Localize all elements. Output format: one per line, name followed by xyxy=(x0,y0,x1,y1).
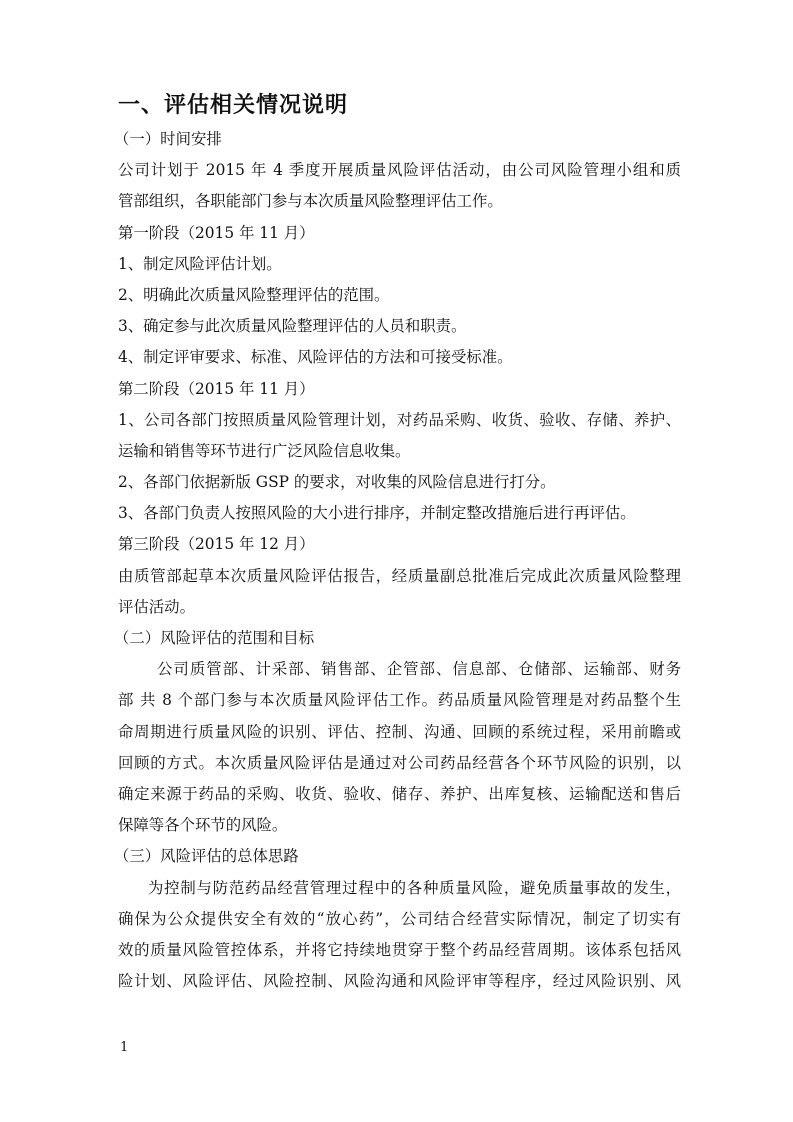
document-body xyxy=(114,124,681,997)
phase-title: 第一阶段（2015 年 11 月） xyxy=(118,223,315,242)
subsection-title-approach: （三）风险评估的总体思路 xyxy=(114,847,299,866)
paragraph-line: 部 共 8 个部门参与本次质量风险评估工作。药品质量风险管理是对药品整个生 xyxy=(118,691,681,710)
list-item: 3、确定参与此次质量风险整理评估的人员和职责。 xyxy=(118,317,467,336)
subsection-title-schedule: （一）时间安排 xyxy=(114,130,222,148)
paragraph-line: 回顾的方式。本次质量风险评估是通过对公司药品经营各个环节风险的识别，以 xyxy=(118,753,681,772)
paragraph-line: 为控制与防范药品经营管理过程中的各种质量风险，避免质量事故的发生， xyxy=(148,878,681,897)
list-item: 1、制定风险评估计划。 xyxy=(118,254,282,273)
paragraph-line: 保障等各个环节的风险。 xyxy=(118,816,288,835)
paragraph-line: 评估活动。 xyxy=(118,597,195,616)
paragraph-line: 由质管部起草本次质量风险评估报告，经质量副总批准后完成此次质量风险整理 xyxy=(118,566,681,585)
page-number: 1 xyxy=(120,1040,129,1055)
list-item: 2、各部门依据新版 GSP 的要求，对收集的风险信息进行打分。 xyxy=(118,473,556,492)
section-heading: 一、评估相关情况说明 xyxy=(118,93,349,118)
list-item: 1、公司各部门按照质量风险管理计划，对药品采购、收货、验收、存储、养护、 xyxy=(118,410,681,429)
subsection-title-scope: （二）风险评估的范围和目标 xyxy=(114,629,315,647)
list-item: 4、制定评审要求、标准、风险评估的方法和可接受标准。 xyxy=(118,348,513,367)
paragraph-line: 险计划、风险评估、风险控制、风险沟通和风险评审等程序，经过风险识别、风 xyxy=(118,972,681,991)
list-item: 2、明确此次质量风险整理评估的范围。 xyxy=(118,285,390,304)
paragraph-line: 确定来源于药品的采购、收货、验收、储存、养护、出库复核、运输配送和售后 xyxy=(118,784,681,803)
phase-title: 第三阶段（2015 年 12 月） xyxy=(118,535,315,554)
paragraph-line: 公司质管部、计采部、销售部、企管部、信息部、仓储部、运输部、财务 xyxy=(157,660,681,679)
paragraph-line: 管部组织，各职能部门参与本次质量风险整理评估工作。 xyxy=(118,192,503,211)
phase-title: 第二阶段（2015 年 11 月） xyxy=(118,379,315,398)
paragraph-line: 效的质量风险管控体系，并将它持续地贯穿于整个药品经营周期。该体系包括风 xyxy=(118,940,681,959)
list-item: 3、各部门负责人按照风险的大小进行排序，并制定整改措施后进行再评估。 xyxy=(118,504,636,523)
paragraph-line: 命周期进行质量风险的识别、评估、控制、沟通、回顾的系统过程，采用前瞻或 xyxy=(118,722,681,741)
paragraph-line: 确保为公众提供安全有效的“放心药”，公司结合经营实际情况，制定了切实有 xyxy=(118,909,681,928)
list-item: 运输和销售等环节进行广泛风险信息收集。 xyxy=(118,441,411,460)
paragraph-line: 公司计划于 2015 年 4 季度开展质量风险评估活动，由公司风险管理小组和质 xyxy=(118,161,681,180)
